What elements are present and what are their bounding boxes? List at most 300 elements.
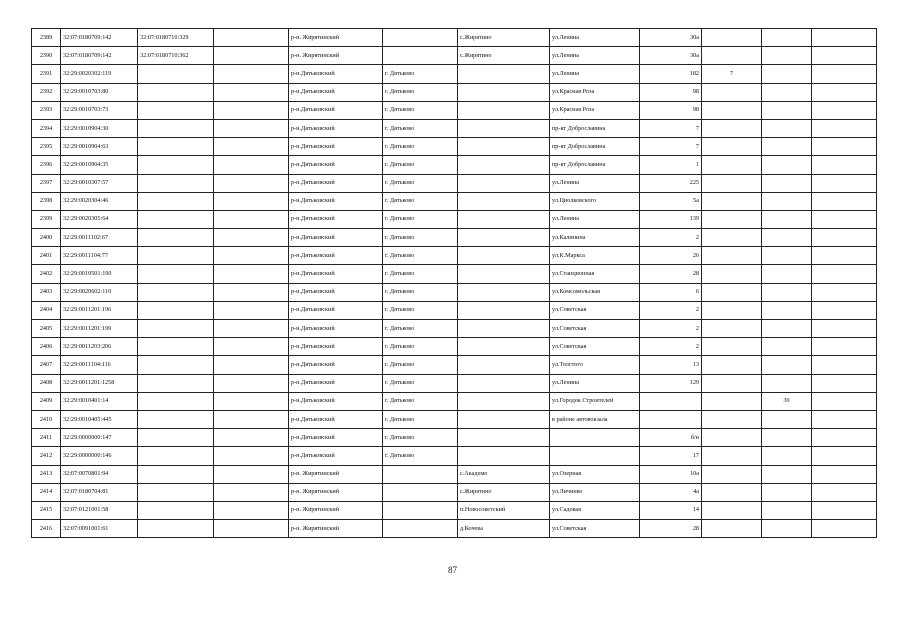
house-number-cell: 30а [640, 47, 702, 65]
district-cell: р-н. Жирятинский [289, 465, 383, 483]
district-cell: р-н.Дятьковский [289, 338, 383, 356]
linked-cadastral-number-cell [138, 338, 214, 356]
street-cell: ул.Ленина [550, 174, 640, 192]
cadastral-number-cell: 32:29:0020602:110 [61, 283, 138, 301]
building-cell [702, 83, 762, 101]
settlement-cell [458, 320, 550, 338]
empty-cell [214, 374, 289, 392]
table-row [32, 483, 877, 501]
empty-cell [214, 520, 289, 538]
settlement-cell: д.Кочева [458, 520, 550, 538]
cadastral-number-cell: 32:29:0010904:30 [61, 119, 138, 137]
street-cell: ул.Ленина [550, 47, 640, 65]
linked-cadastral-number-cell [138, 410, 214, 428]
settlement-cell: с.Жирятино [458, 47, 550, 65]
city-cell: г. Дятьково [383, 338, 458, 356]
row-number-cell: 2412 [32, 447, 61, 465]
building-cell [702, 283, 762, 301]
extra-cell [812, 247, 877, 265]
row-number-cell: 2399 [32, 210, 61, 228]
empty-cell [214, 210, 289, 228]
row-number-cell: 2400 [32, 229, 61, 247]
empty-cell [214, 65, 289, 83]
table-row [32, 465, 877, 483]
page-number: 87 [448, 565, 457, 575]
extra-cell [812, 283, 877, 301]
linked-cadastral-number-cell [138, 501, 214, 519]
city-cell: г. Дятьково [383, 374, 458, 392]
building-cell [702, 410, 762, 428]
extra-cell [812, 101, 877, 119]
extra-cell [812, 138, 877, 156]
extra-cell [812, 320, 877, 338]
table-row [32, 429, 877, 447]
extra-cell [812, 501, 877, 519]
row-number-cell: 2396 [32, 156, 61, 174]
row-number-cell: 2416 [32, 520, 61, 538]
row-number-cell: 2393 [32, 101, 61, 119]
linked-cadastral-number-cell: 32:07:0180710:362 [138, 47, 214, 65]
empty-cell [214, 429, 289, 447]
settlement-cell [458, 210, 550, 228]
street-cell: пр-кт Доброславина [550, 119, 640, 137]
linked-cadastral-number-cell [138, 301, 214, 319]
row-number-cell: 2411 [32, 429, 61, 447]
street-cell: ул.Городок Строителей [550, 392, 640, 410]
district-cell: р-н.Дятьковский [289, 192, 383, 210]
empty-cell [214, 156, 289, 174]
apartment-cell [762, 101, 812, 119]
apartment-cell [762, 283, 812, 301]
extra-cell [812, 65, 877, 83]
property-registry-table [31, 28, 877, 538]
building-cell [702, 483, 762, 501]
extra-cell [812, 410, 877, 428]
settlement-cell [458, 374, 550, 392]
city-cell [383, 465, 458, 483]
empty-cell [214, 101, 289, 119]
row-number-cell: 2403 [32, 283, 61, 301]
city-cell: г. Дятьково [383, 356, 458, 374]
settlement-cell [458, 447, 550, 465]
table-row [32, 229, 877, 247]
building-cell [702, 229, 762, 247]
apartment-cell [762, 356, 812, 374]
street-cell: пр-кт Доброславина [550, 138, 640, 156]
street-cell: ул.Комсомольская [550, 283, 640, 301]
linked-cadastral-number-cell [138, 283, 214, 301]
street-cell: ул.Станционная [550, 265, 640, 283]
district-cell: р-н.Дятьковский [289, 410, 383, 428]
house-number-cell: 129 [640, 374, 702, 392]
cadastral-number-cell: 32:29:0011201:199 [61, 320, 138, 338]
extra-cell [812, 483, 877, 501]
table-row [32, 338, 877, 356]
table-row [32, 119, 877, 137]
empty-cell [214, 465, 289, 483]
apartment-cell [762, 47, 812, 65]
linked-cadastral-number-cell [138, 192, 214, 210]
empty-cell [214, 320, 289, 338]
row-number-cell: 2390 [32, 47, 61, 65]
table-row [32, 101, 877, 119]
linked-cadastral-number-cell [138, 138, 214, 156]
street-cell: ул.Ленина [550, 210, 640, 228]
district-cell: р-н.Дятьковский [289, 247, 383, 265]
city-cell [383, 47, 458, 65]
city-cell: г. Дятьково [383, 301, 458, 319]
house-number-cell: 2 [640, 320, 702, 338]
house-number-cell: 139 [640, 210, 702, 228]
row-number-cell: 2394 [32, 119, 61, 137]
city-cell: г. Дятьково [383, 265, 458, 283]
linked-cadastral-number-cell [138, 119, 214, 137]
city-cell: г. Дятьково [383, 174, 458, 192]
linked-cadastral-number-cell [138, 210, 214, 228]
apartment-cell [762, 520, 812, 538]
linked-cadastral-number-cell [138, 429, 214, 447]
city-cell [383, 501, 458, 519]
city-cell: г. Дятьково [383, 101, 458, 119]
city-cell: г. Дятьково [383, 283, 458, 301]
city-cell: г. Дятьково [383, 192, 458, 210]
settlement-cell [458, 83, 550, 101]
row-number-cell: 2401 [32, 247, 61, 265]
linked-cadastral-number-cell [138, 156, 214, 174]
cadastral-number-cell: 32:07:0180709:142 [61, 29, 138, 47]
apartment-cell [762, 301, 812, 319]
table-row [32, 320, 877, 338]
linked-cadastral-number-cell [138, 356, 214, 374]
settlement-cell [458, 229, 550, 247]
district-cell: р-н.Дятьковский [289, 392, 383, 410]
cadastral-number-cell: 32:29:0010307:57 [61, 174, 138, 192]
empty-cell [214, 447, 289, 465]
building-cell [702, 247, 762, 265]
apartment-cell: 30 [762, 392, 812, 410]
apartment-cell [762, 192, 812, 210]
empty-cell [214, 119, 289, 137]
settlement-cell [458, 283, 550, 301]
street-cell: ул.Ленина [550, 29, 640, 47]
house-number-cell: 28 [640, 520, 702, 538]
city-cell [383, 29, 458, 47]
cadastral-number-cell: 32:29:0010904:35 [61, 156, 138, 174]
row-number-cell: 2415 [32, 501, 61, 519]
extra-cell [812, 356, 877, 374]
district-cell: р-н.Дятьковский [289, 447, 383, 465]
house-number-cell: 13 [640, 356, 702, 374]
cadastral-number-cell: 32:29:0011203:206 [61, 338, 138, 356]
extra-cell [812, 447, 877, 465]
city-cell: г. Дятьково [383, 83, 458, 101]
building-cell [702, 210, 762, 228]
cadastral-number-cell: 32:07:0180709:142 [61, 47, 138, 65]
house-number-cell [640, 410, 702, 428]
street-cell [550, 429, 640, 447]
linked-cadastral-number-cell [138, 320, 214, 338]
street-cell: ул.Красная Роза [550, 83, 640, 101]
house-number-cell: 1 [640, 156, 702, 174]
table-row [32, 447, 877, 465]
empty-cell [214, 338, 289, 356]
house-number-cell: 14 [640, 501, 702, 519]
row-number-cell: 2408 [32, 374, 61, 392]
building-cell [702, 156, 762, 174]
row-number-cell: 2404 [32, 301, 61, 319]
building-cell [702, 301, 762, 319]
settlement-cell [458, 429, 550, 447]
cadastral-number-cell: 32:29:0010405:445 [61, 410, 138, 428]
table-body [32, 29, 877, 538]
row-number-cell: 2397 [32, 174, 61, 192]
linked-cadastral-number-cell [138, 174, 214, 192]
settlement-cell: с.Жирятино [458, 29, 550, 47]
district-cell: р-н.Дятьковский [289, 174, 383, 192]
empty-cell [214, 83, 289, 101]
cadastral-number-cell: 32:29:0011104:116 [61, 356, 138, 374]
city-cell: г. Дятьково [383, 447, 458, 465]
cadastral-number-cell: 32:29:0000000:147 [61, 429, 138, 447]
building-cell [702, 429, 762, 447]
row-number-cell: 2413 [32, 465, 61, 483]
district-cell: р-н.Дятьковский [289, 429, 383, 447]
empty-cell [214, 247, 289, 265]
street-cell: ул.К.Маркса [550, 247, 640, 265]
apartment-cell [762, 410, 812, 428]
empty-cell [214, 410, 289, 428]
row-number-cell: 2414 [32, 483, 61, 501]
linked-cadastral-number-cell [138, 247, 214, 265]
settlement-cell [458, 65, 550, 83]
house-number-cell: 7 [640, 138, 702, 156]
settlement-cell [458, 138, 550, 156]
building-cell [702, 356, 762, 374]
settlement-cell [458, 247, 550, 265]
extra-cell [812, 465, 877, 483]
street-cell: ул.Калинина [550, 229, 640, 247]
city-cell [383, 483, 458, 501]
table-row [32, 265, 877, 283]
cadastral-number-cell: 32:29:0010703:73 [61, 101, 138, 119]
settlement-cell: п.Новосоветский [458, 501, 550, 519]
apartment-cell [762, 174, 812, 192]
district-cell: р-н.Дятьковский [289, 119, 383, 137]
building-cell [702, 447, 762, 465]
building-cell [702, 119, 762, 137]
extra-cell [812, 156, 877, 174]
building-cell [702, 265, 762, 283]
district-cell: р-н. Жирятинский [289, 520, 383, 538]
apartment-cell [762, 229, 812, 247]
linked-cadastral-number-cell [138, 374, 214, 392]
row-number-cell: 2402 [32, 265, 61, 283]
table-row [32, 374, 877, 392]
district-cell: р-н. Жирятинский [289, 501, 383, 519]
settlement-cell [458, 356, 550, 374]
street-cell: ул.Личинко [550, 483, 640, 501]
house-number-cell: 4а [640, 483, 702, 501]
extra-cell [812, 520, 877, 538]
table-row [32, 174, 877, 192]
street-cell: в районе автовокзала [550, 410, 640, 428]
linked-cadastral-number-cell [138, 465, 214, 483]
table-row [32, 301, 877, 319]
building-cell [702, 501, 762, 519]
district-cell: р-н.Дятьковский [289, 265, 383, 283]
cadastral-number-cell: 32:29:0010904:63 [61, 138, 138, 156]
extra-cell [812, 229, 877, 247]
settlement-cell [458, 174, 550, 192]
street-cell [550, 447, 640, 465]
cadastral-number-cell: 32:29:0011201:196 [61, 301, 138, 319]
house-number-cell: 2 [640, 301, 702, 319]
cadastral-number-cell: 32:29:0000000:146 [61, 447, 138, 465]
house-number-cell: 2 [640, 338, 702, 356]
linked-cadastral-number-cell [138, 229, 214, 247]
linked-cadastral-number-cell [138, 392, 214, 410]
row-number-cell: 2391 [32, 65, 61, 83]
linked-cadastral-number-cell [138, 265, 214, 283]
district-cell: р-н.Дятьковский [289, 320, 383, 338]
linked-cadastral-number-cell [138, 101, 214, 119]
apartment-cell [762, 210, 812, 228]
house-number-cell: 7 [640, 119, 702, 137]
settlement-cell [458, 265, 550, 283]
row-number-cell: 2392 [32, 83, 61, 101]
cadastral-number-cell: 32:07:0180704:81 [61, 483, 138, 501]
table-row [32, 501, 877, 519]
house-number-cell: 28 [640, 265, 702, 283]
street-cell: ул.Советская [550, 338, 640, 356]
linked-cadastral-number-cell [138, 83, 214, 101]
extra-cell [812, 192, 877, 210]
street-cell: ул.Ленина [550, 65, 640, 83]
district-cell: р-н.Дятьковский [289, 83, 383, 101]
building-cell [702, 192, 762, 210]
apartment-cell [762, 83, 812, 101]
extra-cell [812, 338, 877, 356]
street-cell: ул.Советская [550, 301, 640, 319]
apartment-cell [762, 465, 812, 483]
building-cell [702, 174, 762, 192]
district-cell: р-н.Дятьковский [289, 229, 383, 247]
apartment-cell [762, 374, 812, 392]
linked-cadastral-number-cell [138, 483, 214, 501]
district-cell: р-н.Дятьковский [289, 301, 383, 319]
table-row [32, 247, 877, 265]
empty-cell [214, 229, 289, 247]
city-cell: г. Дятьково [383, 410, 458, 428]
street-cell: ул.Красная Роза [550, 101, 640, 119]
cadastral-number-cell: 32:07:0070801:94 [61, 465, 138, 483]
house-number-cell: 98 [640, 83, 702, 101]
table-row [32, 520, 877, 538]
cadastral-number-cell: 32:29:0011201:1258 [61, 374, 138, 392]
house-number-cell: б/н [640, 429, 702, 447]
cadastral-number-cell: 32:29:0010501:190 [61, 265, 138, 283]
building-cell: 7 [702, 65, 762, 83]
building-cell [702, 47, 762, 65]
empty-cell [214, 283, 289, 301]
city-cell: г. Дятьково [383, 320, 458, 338]
settlement-cell [458, 301, 550, 319]
settlement-cell [458, 392, 550, 410]
settlement-cell [458, 192, 550, 210]
table-row [32, 356, 877, 374]
table-row [32, 392, 877, 410]
table-row [32, 283, 877, 301]
extra-cell [812, 301, 877, 319]
table-row [32, 192, 877, 210]
house-number-cell: 98 [640, 101, 702, 119]
linked-cadastral-number-cell [138, 447, 214, 465]
city-cell: г. Дятьково [383, 65, 458, 83]
empty-cell [214, 501, 289, 519]
district-cell: р-н.Дятьковский [289, 283, 383, 301]
table-row [32, 65, 877, 83]
apartment-cell [762, 29, 812, 47]
apartment-cell [762, 483, 812, 501]
house-number-cell: 6 [640, 283, 702, 301]
city-cell: г. Дятьково [383, 392, 458, 410]
table-row [32, 83, 877, 101]
row-number-cell: 2407 [32, 356, 61, 374]
extra-cell [812, 429, 877, 447]
table-row [32, 410, 877, 428]
street-cell: ул.Советская [550, 320, 640, 338]
cadastral-number-cell: 32:29:0010401:14 [61, 392, 138, 410]
row-number-cell: 2405 [32, 320, 61, 338]
district-cell: р-н. Жирятинский [289, 483, 383, 501]
settlement-cell [458, 101, 550, 119]
extra-cell [812, 374, 877, 392]
building-cell [702, 101, 762, 119]
street-cell: ул.Толстого [550, 356, 640, 374]
extra-cell [812, 392, 877, 410]
street-cell: ул.Озерная [550, 465, 640, 483]
extra-cell [812, 210, 877, 228]
city-cell: г. Дятьково [383, 229, 458, 247]
extra-cell [812, 29, 877, 47]
cadastral-number-cell: 32:29:0010703:80 [61, 83, 138, 101]
cadastral-number-cell: 32:29:0011102:67 [61, 229, 138, 247]
extra-cell [812, 174, 877, 192]
building-cell [702, 392, 762, 410]
building-cell [702, 138, 762, 156]
extra-cell [812, 119, 877, 137]
city-cell: г. Дятьково [383, 247, 458, 265]
cadastral-number-cell: 32:07:0091001:61 [61, 520, 138, 538]
apartment-cell [762, 501, 812, 519]
row-number-cell: 2406 [32, 338, 61, 356]
empty-cell [214, 138, 289, 156]
building-cell [702, 374, 762, 392]
linked-cadastral-number-cell: 32:07:0180710:329 [138, 29, 214, 47]
street-cell: ул.Садовая [550, 501, 640, 519]
row-number-cell: 2389 [32, 29, 61, 47]
district-cell: р-н. Жирятинский [289, 47, 383, 65]
house-number-cell: 182 [640, 65, 702, 83]
apartment-cell [762, 429, 812, 447]
apartment-cell [762, 320, 812, 338]
apartment-cell [762, 338, 812, 356]
street-cell: ул.Циолковского [550, 192, 640, 210]
district-cell: р-н.Дятьковский [289, 138, 383, 156]
row-number-cell: 2395 [32, 138, 61, 156]
empty-cell [214, 29, 289, 47]
empty-cell [214, 483, 289, 501]
